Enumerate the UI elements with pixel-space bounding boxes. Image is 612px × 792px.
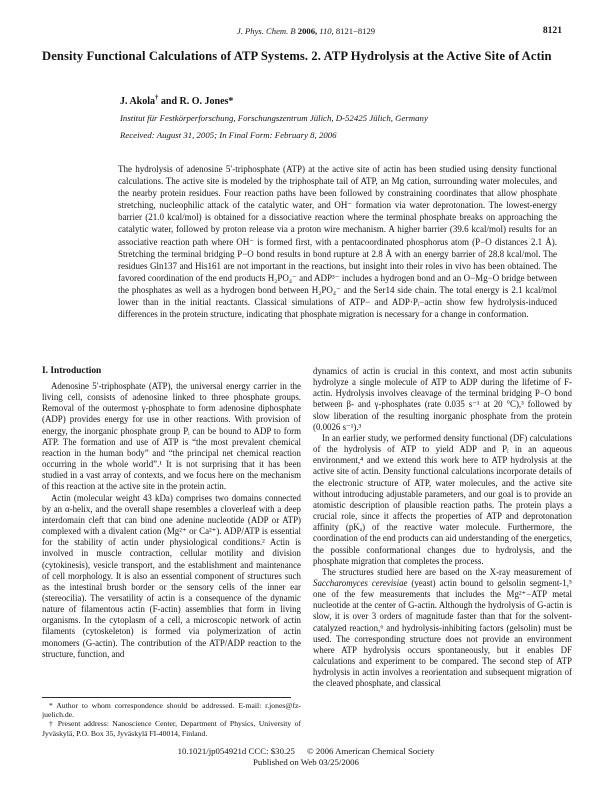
intro-paragraph-2: Actin (molecular weight 43 kDa) comprises two domains connected by an α-helix, and the overall shape resembles a cloverleaf with a deep interdomain cleft that can bind one adenine nucleotide (ADP or ATP) complexed with a divalent cation (Mg²⁺ or Ca²⁺). ADP/ATP is essential for the stability of actin under physiological conditions.² Actin is involved in muscle contraction, cellular motility and division (cytokinesis), vesicle transport, and the establishment and maintenance of cell morphology. It is also an essential component of structures such as the intestinal brush border or the sensory cells of the inner ear (stereocilia). The versatility of actin is a consequence of the dynamic nature of filamentous actin (F-actin) assemblies that form in living organisms. In the cytoplasm of a cell, a microscopic network of actin filaments (cytoskeleton) is formed via polymerization of actin monomers (G-actin). The contribution of the ATP/ADP reaction to the structure, function, and — [42, 492, 301, 659]
footnotes-block — [42, 695, 301, 738]
abstract: The hydrolysis of adenosine 5′-triphosphate (ATP) at the active site of actin has been studied using density functional calculations. The active site is modeled by the triphosphate tail of ATP, an Mg cation, surrounding water molecules, and the nearby protein residues. Four reaction paths have been followed by constraining coordinates that allow phosphate stretching, nucleophilic attack of the catalytic water, and OH⁻ formation via water deprotonation. The lowest-energy barrier (21.0 kcal/mol) is obtained for a dissociative reaction where the terminal phosphate breaks on approaching the catalytic water, followed by proton release via a proton wire mechanism. A higher barrier (39.6 kcal/mol) results for an associative reaction path where OH⁻ is formed first, with a pentacoordinated phosphorus atom (P−O distances 2.1 Å). Stretching the terminal bridging P−O bond results in bond rupture at 2.8 Å with an energy barrier of 28.8 kcal/mol. The residues Gln137 and His161 are not important in the reactions, but insight into their roles in vivo has been obtained. The favored coordination of the end products H₂PO₄⁻ and ADP³⁻ includes a hydrogen bond and an O−Mg−O bridge between the phosphates as well as a hydrogen bond between H₂PO₄⁻ and the Ser14 side chain. The total energy is 2.1 kcal/mol lower than in the initial reactants. Classical simulations of ATP− and ADP·Pᵢ−actin show few hydrolysis-induced differences in the protein structure, indicating that phosphate migration is necessary for a change in conformation. — [118, 164, 557, 320]
page-footer — [0, 746, 612, 768]
left-column — [42, 366, 301, 738]
received-dates: Received: August 31, 2005; In Final Form: February 8, 2006 — [120, 130, 337, 140]
section-heading-introduction: I. Introduction — [42, 366, 102, 376]
footnote-rule — [42, 697, 291, 698]
intro-paragraph-3: dynamics of actin is crucial in this context, and most actin subunits hydrolyze a single molecule of ATP to ADP during the lifetime of F-actin. Hydrolysis involves cleavage of the terminal bridging P−O bond between β- and γ-phosphates (rate 0.035 s⁻¹ at 20 °C),³ followed by slow liberation of the resulting inorganic phosphate from the protein (0.0026 s⁻¹).³ — [313, 366, 572, 432]
footer-citation-line — [0, 746, 612, 757]
copyright-notice: © 2006 American Chemical Society — [306, 746, 435, 756]
byline-block — [120, 96, 570, 140]
footnote-present-address: † Present address: Nanoscience Center, Department of Physics, University of Jyväskylä, P.O. Box 35, Jyväskylä FI-40014, Finland. — [42, 719, 301, 738]
journal-citation: J. Phys. Chem. B 2006, 110, 8121−8129 — [236, 26, 376, 36]
article-title: Density Functional Calculations of ATP Systems. 2. ATP Hydrolysis at the Active Site of Actin — [42, 49, 552, 63]
footnote-correspondence: * Author to whom correspondence should be addressed. E-mail: r.jones@fz-juelich.de. — [42, 700, 301, 720]
authors: J. Akola† and R. O. Jones* — [120, 94, 234, 107]
page-number: 8121 — [542, 25, 562, 36]
intro-paragraph-1: Adenosine 5′-triphosphate (ATP), the universal energy carrier in the living cell, consists of adenosine linked to three phosphate groups. Removal of the outermost γ-phosphate to form adenosine diphosphate (ADP) provides energy for use in other reactions. With provision of energy, the inorganic phosphate group Pᵢ can be bound to ADP to form ATP. The formation and use of ATP is “the most prevalent chemical reaction in the human body” and “the principal net chemical reaction occurring in the whole world”.¹ It is not surprising that it has been studied in a vast array of contexts, and we focus here on the mechanism of this reaction at the active site in the protein actin. — [42, 381, 301, 492]
right-column — [313, 366, 572, 738]
running-head — [42, 26, 570, 38]
body-columns — [42, 366, 572, 738]
published-on-web: Published on Web 03/25/2006 — [253, 757, 359, 767]
doi-ccc: 10.1021/jp054921d CCC: $30.25 — [177, 746, 295, 756]
affiliation: Institut für Festkörperforschung, Forschungszentrum Jülich, D-52425 Jülich, Germany — [120, 113, 428, 123]
intro-paragraph-4: In an earlier study, we performed density functional (DF) calculations of the hydrolysis of ATP to yield ADP and Pᵢ in an aqueous environment,⁴ and we extend this work here to ATP hydrolysis at the active site of actin. Density functional calculations incorporate details of the electronic structure of ATP, water molecules, and the active site without introducing adjustable parameters, and our goal is to provide an atomistic description of plausible reaction paths. The protein plays a crucial role, since it affects the properties of ATP and deprotonation affinity (pKₐ) of the reactive water molecule. Furthermore, the coordination of the end products can aid understanding of the energetics, the possible conformational changes due to hydrolysis, and the phosphate migration that completes the process. — [313, 432, 572, 566]
intro-paragraph-5: The structures studied here are based on the X-ray measurement of Saccharomyces cerevisiae (yeast) actin bound to gelsolin segment-1,⁵ one of the few measurements that includes the Mg²⁺−ATP metal nucleotide at the center of G-actin. Although the hydrolysis of G-actin is slow, it is over 3 orders of magnitude faster than that for the solvent-catalyzed reaction,⁶ and hydrolysis-inhibiting factors (gelsolin) must be used. The corresponding structure does not provide an environment where ATP hydrolysis occurs spontaneously, but it enables DF calculations and experiment to be compared. The second step of ATP hydrolysis in actin involves a reorientation and subsequent migration of the cleaved phosphate, and classical — [313, 566, 572, 689]
